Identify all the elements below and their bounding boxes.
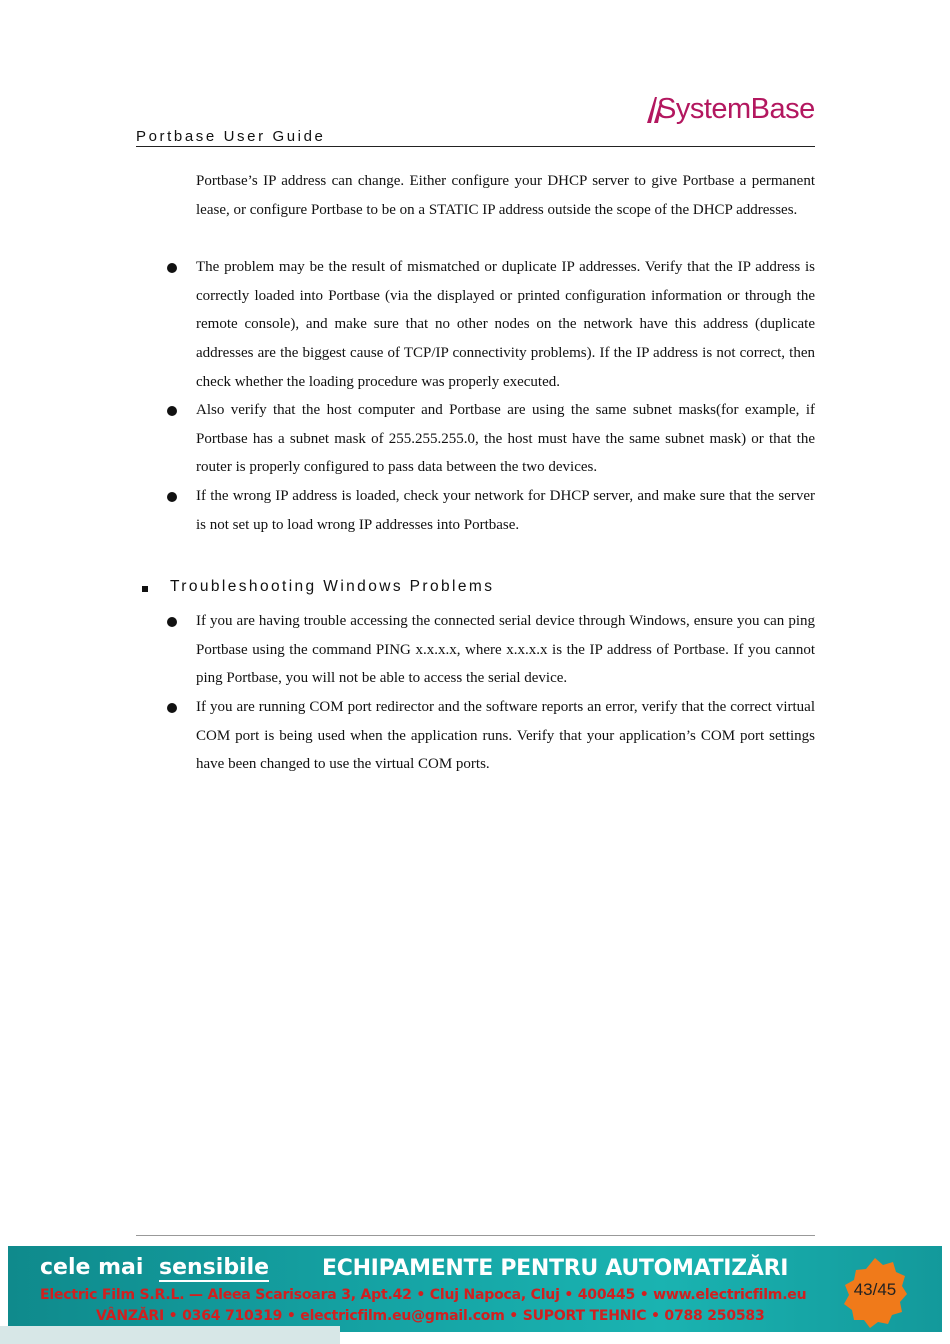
paragraph-duplicate-ip: The problem may be the result of mismatched or duplicate IP addresses. Verify that the IP address is correctly loaded into Portbase (via the displayed or printed configuration information or through the remote console), and make sure that no other nodes on the network have this address (duplicate addresses are the biggest cause of TCP/IP connectivity problems). If the IP address is not correct, then check whether the loading procedure was properly executed. — [196, 259, 815, 390]
paragraph-com-redirector: If you are running COM port redirector and the software reports an error, verify that the correct virtual COM port is being used when the application runs. Verify that your application’s COM port settings have been changed to use the virtual COM ports. — [196, 699, 815, 773]
page-number: 43/45 — [853, 1280, 897, 1299]
bullet-icon — [167, 703, 177, 713]
footer-divider — [136, 1235, 815, 1236]
bottom-strip — [0, 1326, 340, 1344]
banner-contact: VÂNZĂRI • 0364 710319 • electricfilm.eu@gmail.com • SUPORT TEHNIC • 0788 250583 — [96, 1308, 765, 1324]
paragraph-windows-ping: If you are having trouble accessing the connected serial device through Windows, ensure you can ping Portbase using the command PING x.x.x.x, where x.x.x.x is the IP address of Portbase. If you cannot ping Portbase, you will not be able to access the serial device. — [196, 613, 815, 687]
systembase-logo: SystemBase — [657, 93, 815, 125]
banner-slogan-emphasis: sensibile — [159, 1255, 270, 1280]
document-title: Portbase User Guide — [136, 128, 326, 145]
bullet-icon — [167, 617, 177, 627]
bullet-icon — [167, 263, 177, 273]
section-heading: Troubleshooting Windows Problems — [170, 578, 495, 595]
square-bullet-icon — [142, 586, 148, 592]
banner-address: Electric Film S.R.L. — Aleea Scarisoara 3, Apt.42 • Cluj Napoca, Cluj • 400445 • www.electricfilm.eu — [40, 1287, 807, 1303]
header-divider — [136, 146, 815, 147]
banner-headline: ECHIPAMENTE PENTRU AUTOMATIZĂRI — [322, 1256, 789, 1281]
bullet-icon — [167, 492, 177, 502]
paragraph-dhcp-lease: Portbase’s IP address can change. Either configure your DHCP server to give Portbase a permanent lease, or configure Portbase to be on a STATIC IP address outside the scope of the DHCP addresses. — [196, 173, 815, 218]
bullet-icon — [167, 406, 177, 416]
paragraph-subnet-mask: Also verify that the host computer and Portbase are using the same subnet masks(for example, if Portbase has a subnet mask of 255.255.255.0, the host must have the same subnet mask) or that the router is properly configured to pass data between the two devices. — [196, 402, 815, 476]
paragraph-wrong-ip: If the wrong IP address is loaded, check your network for DHCP server, and make sure that the server is not set up to load wrong IP addresses into Portbase. — [196, 488, 815, 533]
banner-slogan: cele mai — [40, 1255, 144, 1280]
